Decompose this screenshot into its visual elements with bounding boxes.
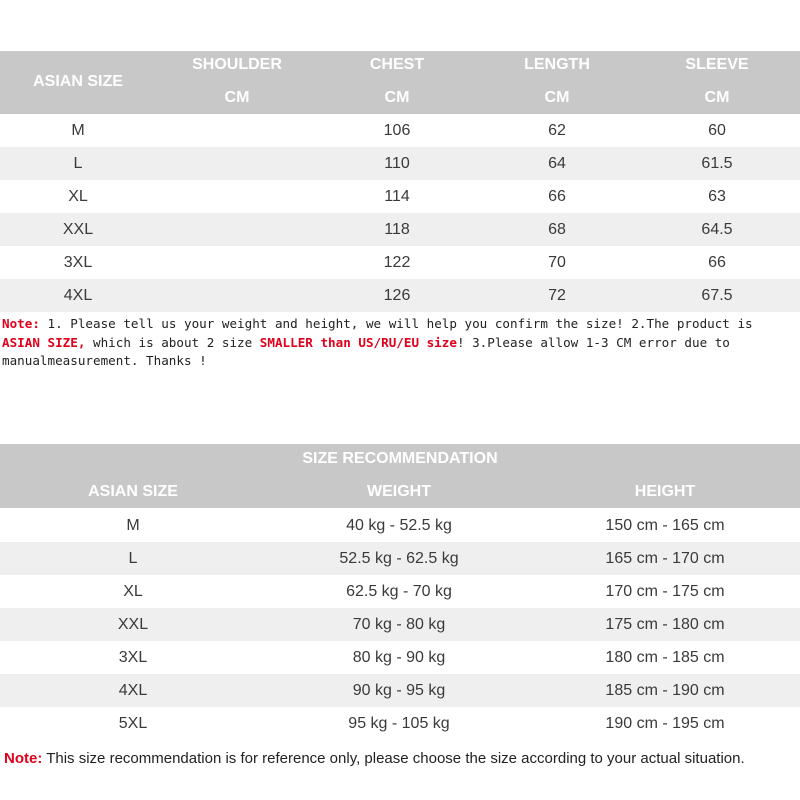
- cell-length: 72: [548, 287, 566, 304]
- header-length-unit: CM: [544, 89, 570, 106]
- cell-height: 150 cm - 165 cm: [605, 517, 725, 534]
- cell-chest: 122: [383, 254, 411, 271]
- cell-shoulder: [157, 180, 317, 213]
- cell-weight: 80 kg - 90 kg: [352, 649, 446, 666]
- cell-size: 5XL: [118, 715, 148, 732]
- table-row: [0, 246, 800, 279]
- cell-height: 170 cm - 175 cm: [605, 583, 725, 600]
- table-row: [0, 180, 800, 213]
- table-row: [0, 674, 800, 707]
- cell-sleeve: 60: [708, 122, 726, 139]
- recommendation-table-header: [0, 444, 800, 508]
- cell-length: 64: [548, 155, 566, 172]
- note-label: Note:: [2, 316, 40, 331]
- header-chest: CHEST: [369, 56, 425, 73]
- header-length: LENGTH: [524, 56, 590, 73]
- cell-size: 3XL: [118, 649, 148, 666]
- note-text: This size recommendation is for reference only, please choose the size according to your actual situation.: [42, 750, 745, 767]
- header-asian-size: ASIAN SIZE: [33, 73, 123, 90]
- cell-sleeve: 64.5: [701, 221, 733, 238]
- cell-size: XXL: [117, 616, 149, 633]
- table-row: [0, 641, 800, 674]
- size-note: [2, 315, 798, 371]
- table-row: [0, 575, 800, 608]
- table-row: [0, 608, 800, 641]
- table-row: [0, 542, 800, 575]
- cell-length: 62: [548, 122, 566, 139]
- cell-shoulder: [157, 246, 317, 279]
- cell-size: M: [126, 517, 140, 534]
- cell-shoulder: [157, 213, 317, 246]
- cell-shoulder: [157, 279, 317, 312]
- cell-weight: 70 kg - 80 kg: [352, 616, 446, 633]
- note-label: Note:: [4, 750, 43, 767]
- table-row: [0, 509, 800, 542]
- header-shoulder-unit: CM: [224, 89, 250, 106]
- cell-sleeve: 61.5: [701, 155, 733, 172]
- cell-sleeve: 66: [708, 254, 726, 271]
- header-asian-size: ASIAN SIZE: [88, 483, 178, 500]
- table-row: [0, 279, 800, 312]
- table-row: [0, 213, 800, 246]
- cell-length: 66: [548, 188, 566, 205]
- cell-size: 3XL: [63, 254, 93, 271]
- cell-weight: 95 kg - 105 kg: [348, 715, 450, 732]
- cell-weight: 90 kg - 95 kg: [352, 682, 446, 699]
- header-weight: WEIGHT: [367, 483, 431, 500]
- note-text: which is about 2 size: [85, 334, 260, 350]
- cell-size: XL: [68, 188, 88, 205]
- cell-weight: 62.5 kg - 70 kg: [346, 583, 452, 600]
- cell-chest: 126: [383, 287, 411, 304]
- table-row: [0, 114, 800, 147]
- recommendation-title: SIZE RECOMMENDATION: [302, 450, 498, 467]
- cell-chest: 106: [383, 122, 411, 139]
- cell-size: L: [128, 550, 138, 567]
- size-table-header: [0, 51, 800, 114]
- cell-weight: 52.5 kg - 62.5 kg: [339, 550, 459, 567]
- header-chest-unit: CM: [384, 89, 410, 106]
- cell-size: 4XL: [63, 287, 93, 304]
- cell-height: 165 cm - 170 cm: [605, 550, 725, 567]
- cell-weight: 40 kg - 52.5 kg: [346, 517, 452, 534]
- cell-length: 68: [548, 221, 566, 238]
- note-highlight-asian-size: ASIAN SIZE,: [2, 334, 86, 350]
- cell-height: 175 cm - 180 cm: [605, 616, 725, 633]
- cell-size: 4XL: [118, 682, 148, 699]
- cell-chest: 118: [384, 221, 410, 238]
- header-height: HEIGHT: [634, 483, 696, 500]
- cell-height: 185 cm - 190 cm: [605, 682, 725, 699]
- cell-chest: 114: [384, 188, 410, 205]
- header-shoulder: SHOULDER: [192, 56, 282, 73]
- cell-size: XXL: [62, 221, 94, 238]
- cell-sleeve: 67.5: [701, 287, 733, 304]
- note-text: 1. Please tell us your weight and height, we will help you confirm the size! 2.The product is: [39, 316, 753, 331]
- recommendation-note: [4, 748, 796, 769]
- table-row: [0, 707, 800, 740]
- cell-sleeve: 63: [708, 188, 726, 205]
- cell-size: L: [73, 155, 83, 172]
- cell-chest: 110: [384, 155, 410, 172]
- header-sleeve-unit: CM: [704, 89, 730, 106]
- note-highlight-smaller: SMALLER than US/RU/EU size: [259, 334, 457, 350]
- table-row: [0, 147, 800, 180]
- cell-shoulder: [157, 114, 317, 147]
- cell-size: XL: [123, 583, 143, 600]
- cell-height: 190 cm - 195 cm: [605, 715, 725, 732]
- header-sleeve: SLEEVE: [685, 56, 749, 73]
- cell-shoulder: [157, 147, 317, 180]
- note-text: ! 3.Please allow 1-3 CM error due to manualmeasurement. Thanks !: [2, 334, 730, 368]
- cell-length: 70: [548, 254, 566, 271]
- cell-size: M: [71, 122, 85, 139]
- cell-height: 180 cm - 185 cm: [605, 649, 725, 666]
